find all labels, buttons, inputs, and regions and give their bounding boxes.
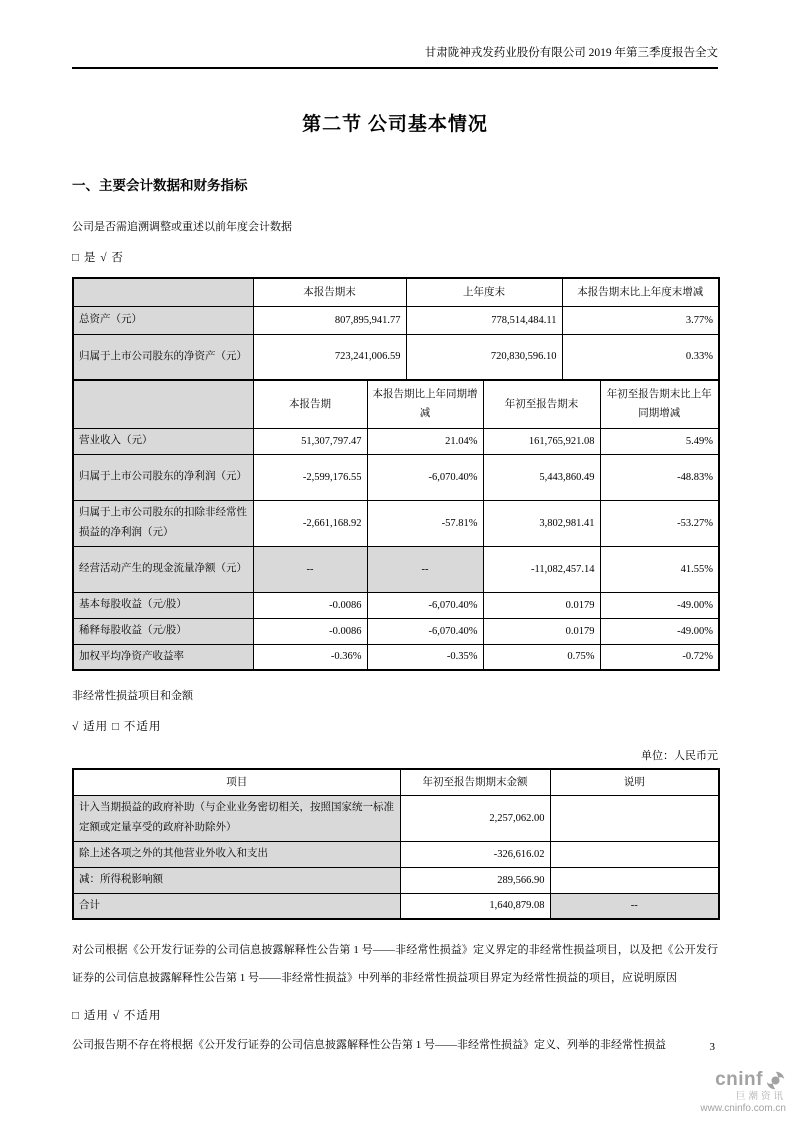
explanation-paragraph: 对公司根据《公开发行证券的公司信息披露解释性公告第 1 号——非经常性损益》定义界定的非经常性损益项目，以及把《公开发行证券的公司信息披露解释性公告第 1 号——非经常性损益》中列举的非经常性损益项目界定为经常性损益的项目，应说明原因 bbox=[72, 944, 718, 984]
cell-value: -0.0086 bbox=[253, 592, 367, 618]
cell-value: -326,616.02 bbox=[400, 841, 550, 867]
cell-value: 0.0179 bbox=[483, 592, 600, 618]
row-label: 归属于上市公司股东的扣除非经常性损益的净利润（元） bbox=[73, 500, 253, 546]
cell-value: -49.00% bbox=[600, 592, 719, 618]
row-label: 稀释每股收益（元/股） bbox=[73, 618, 253, 644]
table-header-row bbox=[73, 380, 719, 428]
col-header: 本报告期 bbox=[253, 380, 367, 428]
table-row bbox=[73, 500, 719, 546]
cell-value: 0.0179 bbox=[483, 618, 600, 644]
col-header: 项目 bbox=[73, 769, 400, 795]
cell-value: 778,514,484.11 bbox=[406, 306, 562, 334]
table-row bbox=[73, 893, 719, 919]
table-header-row bbox=[73, 769, 719, 795]
table-row bbox=[73, 454, 719, 500]
cell-value: -53.27% bbox=[600, 500, 719, 546]
page-number: 3 bbox=[709, 1041, 715, 1053]
cell-value: 3.77% bbox=[562, 306, 719, 334]
col-header: 说明 bbox=[550, 769, 719, 795]
cell-note bbox=[550, 867, 719, 893]
cell-value: 0.33% bbox=[562, 334, 719, 380]
restatement-options: □ 是 √ 否 bbox=[72, 252, 124, 264]
cell-value: -2,599,176.55 bbox=[253, 454, 367, 500]
col-header: 年初至报告期期末金额 bbox=[400, 769, 550, 795]
row-label: 经营活动产生的现金流量净额（元） bbox=[73, 546, 253, 592]
cell-value: 161,765,921.08 bbox=[483, 428, 600, 454]
cell-value: -6,070.40% bbox=[367, 454, 483, 500]
cell-value: -- bbox=[367, 546, 483, 592]
cninfo-logo-top bbox=[700, 1070, 786, 1091]
cell-value: -49.00% bbox=[600, 618, 719, 644]
cell-value: 5.49% bbox=[600, 428, 719, 454]
cell-value: 807,895,941.77 bbox=[253, 306, 406, 334]
cell-value: 720,830,596.10 bbox=[406, 334, 562, 380]
non-recurring-heading: 非经常性损益项目和金额 bbox=[72, 690, 193, 702]
section-heading: 一、主要会计数据和财务指标 bbox=[72, 178, 248, 193]
row-label: 基本每股收益（元/股） bbox=[73, 592, 253, 618]
row-label: 营业收入（元） bbox=[73, 428, 253, 454]
row-label: 合计 bbox=[73, 893, 400, 919]
table-row bbox=[73, 795, 719, 841]
header-empty-cell bbox=[73, 380, 253, 428]
cninfo-logo bbox=[700, 1070, 786, 1114]
row-label: 加权平均净资产收益率 bbox=[73, 644, 253, 670]
col-header: 年初至报告期末比上年同期增减 bbox=[600, 380, 719, 428]
unit-note: 单位：人民币元 bbox=[641, 750, 718, 762]
row-label: 归属于上市公司股东的净利润（元） bbox=[73, 454, 253, 500]
explanation-closing: 公司报告期不存在将根据《公开发行证券的公司信息披露解释性公告第 1 号——非经常性损益》定义、列举的非经常性损益 bbox=[72, 1039, 666, 1051]
col-header: 本报告期末比上年度末增减 bbox=[562, 278, 719, 306]
cell-value: 21.04% bbox=[367, 428, 483, 454]
row-label: 总资产（元） bbox=[73, 306, 253, 334]
restatement-question: 公司是否需追溯调整或重述以前年度会计数据 bbox=[72, 221, 292, 233]
cninfo-logo-word: cninf bbox=[715, 1068, 763, 1090]
table-header-row bbox=[73, 278, 719, 306]
cell-value: -2,661,168.92 bbox=[253, 500, 367, 546]
explanation-options: □ 适用 √ 不适用 bbox=[72, 1010, 162, 1022]
cell-value: 41.55% bbox=[600, 546, 719, 592]
page-title: 第二节 公司基本情况 bbox=[302, 114, 488, 135]
col-header: 年初至报告期末 bbox=[483, 380, 600, 428]
cell-value: -0.35% bbox=[367, 644, 483, 670]
table-row bbox=[73, 546, 719, 592]
table-row bbox=[73, 867, 719, 893]
col-header: 本报告期末 bbox=[253, 278, 406, 306]
cell-note bbox=[550, 841, 719, 867]
cell-value: -6,070.40% bbox=[367, 592, 483, 618]
cell-value: 289,566.90 bbox=[400, 867, 550, 893]
row-label: 计入当期损益的政府补助（与企业业务密切相关，按照国家统一标准定额或定量享受的政府补助除外） bbox=[73, 795, 400, 841]
cell-value: 51,307,797.47 bbox=[253, 428, 367, 454]
swirl-icon bbox=[765, 1070, 786, 1091]
cell-value: 3,802,981.41 bbox=[483, 500, 600, 546]
cell-value: -6,070.40% bbox=[367, 618, 483, 644]
period-end-table bbox=[72, 277, 720, 381]
table-row bbox=[73, 618, 719, 644]
cell-value: -0.72% bbox=[600, 644, 719, 670]
row-label: 归属于上市公司股东的净资产（元） bbox=[73, 334, 253, 380]
cell-value: -48.83% bbox=[600, 454, 719, 500]
table-row bbox=[73, 841, 719, 867]
cninfo-logo-chinese: 巨潮资讯 bbox=[735, 1090, 786, 1102]
col-header: 上年度末 bbox=[406, 278, 562, 306]
cell-note bbox=[550, 795, 719, 841]
cell-value: 1,640,879.08 bbox=[400, 893, 550, 919]
cell-value: -57.81% bbox=[367, 500, 483, 546]
cell-value: 5,443,860.49 bbox=[483, 454, 600, 500]
cell-note: -- bbox=[550, 893, 719, 919]
cell-value: -0.0086 bbox=[253, 618, 367, 644]
non-recurring-table bbox=[72, 768, 720, 920]
table-row bbox=[73, 644, 719, 670]
cell-value: -11,082,457.14 bbox=[483, 546, 600, 592]
cell-value: -0.36% bbox=[253, 644, 367, 670]
table-row bbox=[73, 306, 719, 334]
cell-value: 0.75% bbox=[483, 644, 600, 670]
col-header: 本报告期比上年同期增减 bbox=[367, 380, 483, 428]
row-label: 除上述各项之外的其他营业外收入和支出 bbox=[73, 841, 400, 867]
ytd-table bbox=[72, 379, 720, 671]
cell-value: -- bbox=[253, 546, 367, 592]
table-row bbox=[73, 592, 719, 618]
document-header-text: 甘肃陇神戎发药业股份有限公司 2019 年第三季度报告全文 bbox=[424, 47, 718, 59]
cninfo-logo-url: www.cninfo.com.cn bbox=[700, 1103, 786, 1114]
table-row bbox=[73, 334, 719, 380]
page-content bbox=[0, 109, 793, 1059]
cell-value: 723,241,006.59 bbox=[253, 334, 406, 380]
non-recurring-options: √ 适用 □ 不适用 bbox=[72, 721, 162, 733]
row-label: 减：所得税影响额 bbox=[73, 867, 400, 893]
header-empty-cell bbox=[73, 278, 253, 306]
cell-value: 2,257,062.00 bbox=[400, 795, 550, 841]
table-row bbox=[73, 428, 719, 454]
document-header bbox=[72, 0, 718, 69]
